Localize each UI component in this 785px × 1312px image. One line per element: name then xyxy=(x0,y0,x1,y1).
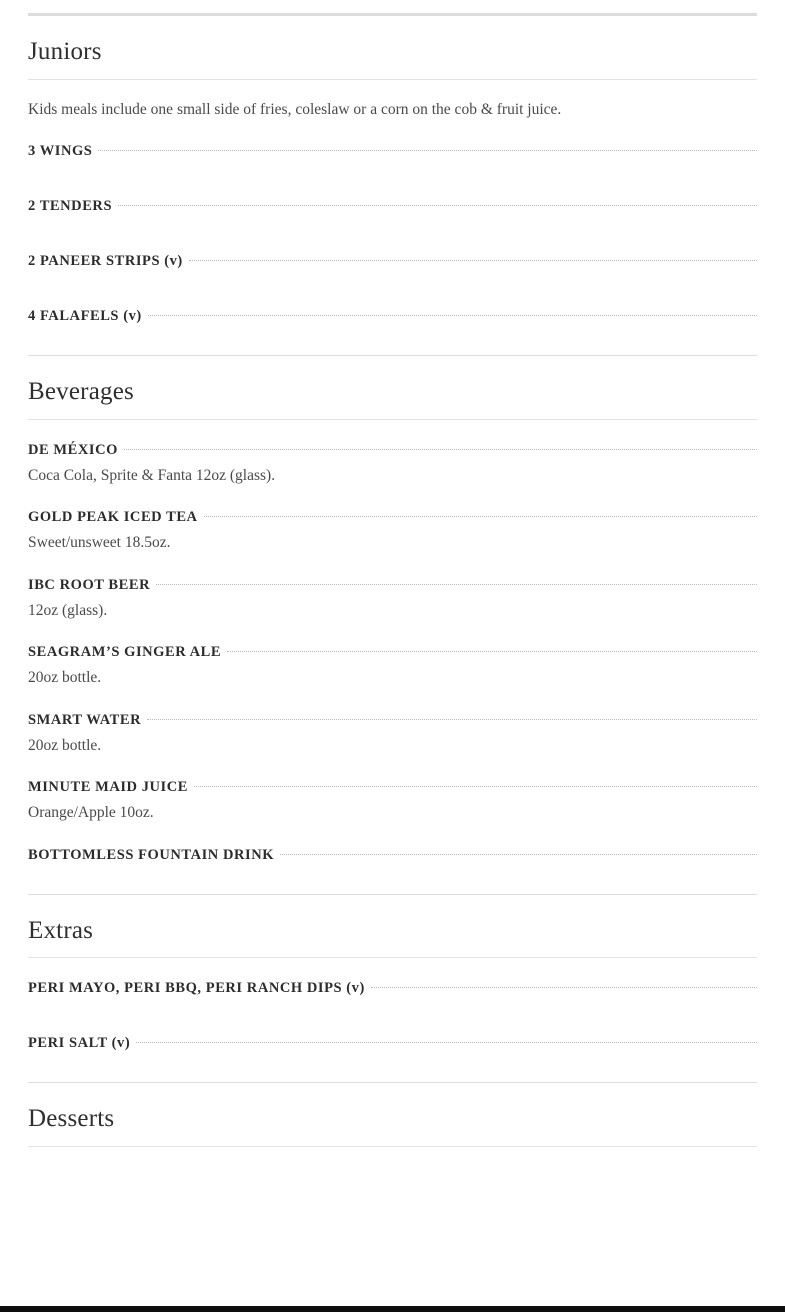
section-title-extras: Extras xyxy=(28,916,94,944)
menu-item-description: 12oz (glass). xyxy=(28,601,108,619)
menu-item-name: MINUTE MAID JUICE xyxy=(28,779,188,796)
menu-item xyxy=(28,980,757,997)
section-extras xyxy=(28,895,757,1084)
page-bottom-bar xyxy=(0,1306,785,1312)
menu-item-head xyxy=(28,198,757,215)
leader-dots xyxy=(147,718,757,720)
menu-item xyxy=(28,1035,757,1052)
menu-item-name: BOTTOMLESS FOUNTAIN DRINK xyxy=(28,846,275,863)
leader-dots xyxy=(156,583,757,585)
menu-item xyxy=(28,644,757,689)
section-juniors xyxy=(28,16,757,356)
leader-dots xyxy=(136,1041,757,1043)
menu-item-name: SEAGRAM’S GINGER ALE xyxy=(28,644,222,661)
leader-dots xyxy=(371,986,757,988)
menu-item-head xyxy=(28,779,757,796)
leader-dots xyxy=(148,314,757,316)
menu-item xyxy=(28,198,757,215)
section-title-desserts: Desserts xyxy=(28,1105,115,1133)
leader-dots xyxy=(98,149,757,151)
menu-item-name: PERI MAYO, PERI BBQ, PERI RANCH DIPS (v) xyxy=(28,980,365,997)
menu-item-head xyxy=(28,442,757,459)
menu-item xyxy=(28,308,757,325)
menu-item-head xyxy=(28,308,757,325)
menu-item-name: GOLD PEAK ICED TEA xyxy=(28,509,198,526)
section-title-juniors: Juniors xyxy=(28,38,102,65)
menu-item xyxy=(28,442,757,487)
menu-item-description: Sweet/unsweet 18.5oz. xyxy=(28,534,171,552)
menu-item xyxy=(28,779,757,824)
menu-item-name: 2 PANEER STRIPS (v) xyxy=(28,253,183,269)
menu-item xyxy=(28,712,757,757)
menu-item xyxy=(28,577,757,622)
menu-item-name: DE MÉXICO xyxy=(28,441,118,458)
menu-item-description: Orange/Apple 10oz. xyxy=(28,804,154,822)
menu-item-head xyxy=(28,644,757,661)
menu-item-head xyxy=(28,980,757,997)
menu-item-head xyxy=(28,712,757,729)
menu-item-head xyxy=(28,577,757,594)
section-note-juniors: Kids meals include one small side of fries, coleslaw or a corn on the cob & fruit juice. xyxy=(28,100,562,118)
menu-item-head xyxy=(28,509,757,526)
section-title-divider-extras xyxy=(28,957,757,958)
menu-item-list-beverages xyxy=(28,442,757,864)
section-desserts xyxy=(28,1083,757,1147)
leader-dots xyxy=(204,515,757,517)
menu-item-name: 2 TENDERS xyxy=(28,198,113,214)
menu-item-description: 20oz bottle. xyxy=(28,669,102,687)
leader-dots xyxy=(118,204,757,206)
leader-dots xyxy=(194,785,757,787)
menu-item-name: PERI SALT (v) xyxy=(28,1035,131,1052)
leader-dots xyxy=(280,853,757,855)
menu-item-head xyxy=(28,143,757,160)
menu-item-head xyxy=(28,847,757,864)
leader-dots xyxy=(189,259,757,261)
menu-page xyxy=(0,13,785,1147)
menu-item-name: 4 FALAFELS (v) xyxy=(28,308,142,324)
menu-item-list-juniors xyxy=(28,143,757,325)
menu-item-name: SMART WATER xyxy=(28,711,142,728)
menu-item-description: Coca Cola, Sprite & Fanta 12oz (glass). xyxy=(28,466,276,484)
section-title-divider-beverages xyxy=(28,419,757,420)
menu-item xyxy=(28,143,757,160)
menu-item-list-extras xyxy=(28,980,757,1052)
menu-item-head xyxy=(28,253,757,270)
menu-item xyxy=(28,509,757,554)
section-title-divider-desserts xyxy=(28,1146,757,1147)
menu-item-description: 20oz bottle. xyxy=(28,736,102,754)
menu-item xyxy=(28,847,757,864)
section-title-beverages: Beverages xyxy=(28,378,134,405)
menu-item xyxy=(28,253,757,270)
menu-item-name: IBC ROOT BEER xyxy=(28,576,151,593)
leader-dots xyxy=(124,448,757,450)
section-beverages xyxy=(28,356,757,895)
menu-item-head xyxy=(28,1035,757,1052)
menu-item-name: 3 WINGS xyxy=(28,143,93,159)
leader-dots xyxy=(227,650,757,652)
section-title-divider-juniors xyxy=(28,79,757,80)
